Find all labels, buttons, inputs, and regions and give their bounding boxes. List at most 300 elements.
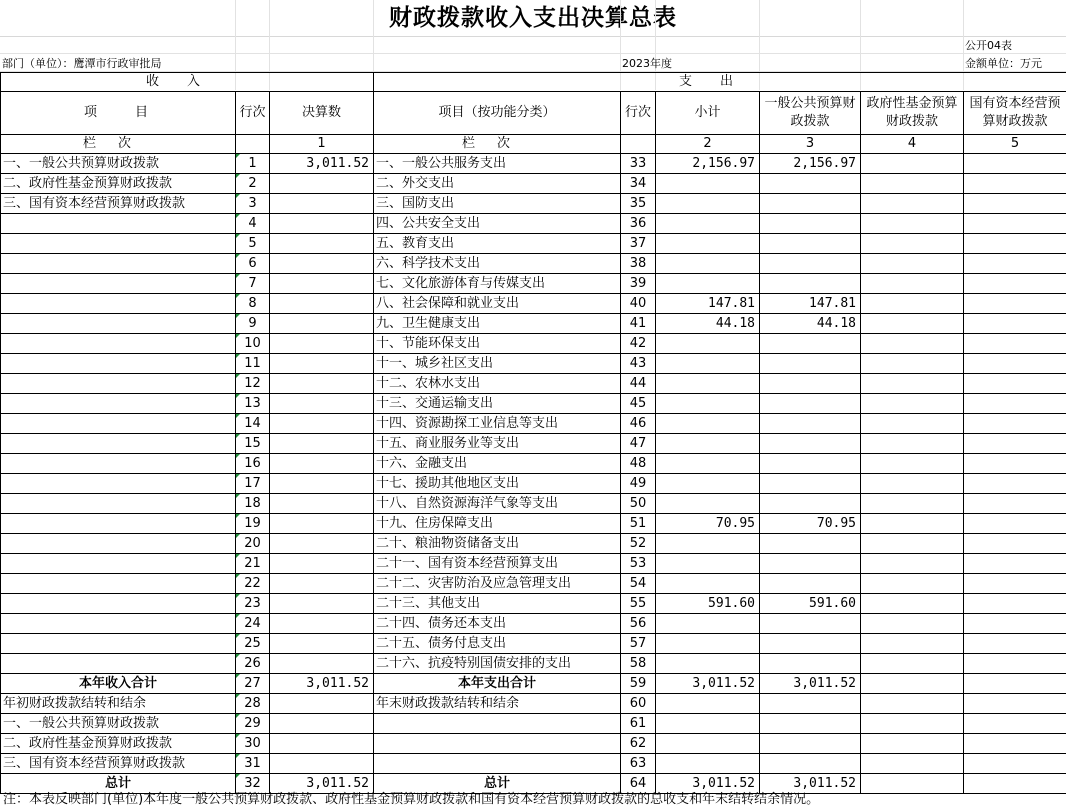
expense-item-cell: 二十五、债务付息支出 [374, 634, 621, 654]
income-amount-cell [270, 394, 374, 414]
income-row-number: 11 [236, 354, 270, 374]
general-budget-cell [760, 394, 861, 414]
general-budget-cell [760, 454, 861, 474]
expense-row-number: 55 [621, 594, 656, 614]
expense-row-number: 50 [621, 494, 656, 514]
expense-item-cell [374, 754, 621, 774]
fund-budget-cell [861, 414, 964, 434]
column-header-row [1, 92, 1066, 135]
income-row-number: 3 [236, 194, 270, 214]
income-item-cell [1, 254, 236, 274]
table-row [1, 294, 1066, 314]
general-budget-cell: 147.81 [760, 294, 861, 314]
expense-item-cell: 四、公共安全支出 [374, 214, 621, 234]
fund-budget-cell [861, 514, 964, 534]
expense-row-number: 45 [621, 394, 656, 414]
expense-row-number: 35 [621, 194, 656, 214]
table-row [1, 554, 1066, 574]
income-amount-cell [270, 694, 374, 714]
table-row [1, 754, 1066, 774]
index-5: 5 [964, 135, 1066, 154]
general-budget-cell [760, 574, 861, 594]
state-capital-cell [964, 774, 1066, 794]
income-item-cell [1, 434, 236, 454]
income-item-cell [1, 454, 236, 474]
expense-item-cell: 九、卫生健康支出 [374, 314, 621, 334]
general-budget-cell [760, 694, 861, 714]
table-row [1, 174, 1066, 194]
income-item-cell [1, 414, 236, 434]
expense-row-number: 53 [621, 554, 656, 574]
subtotal-cell: 70.95 [656, 514, 760, 534]
table-row [1, 394, 1066, 414]
fund-budget-cell [861, 354, 964, 374]
fund-budget-cell [861, 374, 964, 394]
table-row [1, 514, 1066, 534]
income-row-number: 9 [236, 314, 270, 334]
income-row-number: 19 [236, 514, 270, 534]
income-row-number: 6 [236, 254, 270, 274]
index-row [1, 135, 1066, 154]
state-capital-cell [964, 294, 1066, 314]
table-row [1, 354, 1066, 374]
income-row-number: 26 [236, 654, 270, 674]
income-item-cell [1, 394, 236, 414]
expense-item-cell: 十二、农林水支出 [374, 374, 621, 394]
income-row-number: 32 [236, 774, 270, 794]
subtotal-cell [656, 434, 760, 454]
general-budget-cell [760, 354, 861, 374]
income-row-number: 12 [236, 374, 270, 394]
income-row-number: 7 [236, 274, 270, 294]
expense-row-number: 58 [621, 654, 656, 674]
expense-row-number: 57 [621, 634, 656, 654]
table-row [1, 574, 1066, 594]
income-item-cell: 二、政府性基金预算财政拨款 [1, 174, 236, 194]
table-row [1, 434, 1066, 454]
expense-row-number: 33 [621, 154, 656, 174]
income-amount-cell [270, 414, 374, 434]
income-amount-cell [270, 314, 374, 334]
income-item-cell [1, 314, 236, 334]
general-budget-cell [760, 334, 861, 354]
subtotal-cell [656, 454, 760, 474]
fund-budget-cell [861, 534, 964, 554]
expense-row-number: 43 [621, 354, 656, 374]
income-item-cell [1, 334, 236, 354]
expense-row-number: 51 [621, 514, 656, 534]
income-amount-cell [270, 594, 374, 614]
income-amount-cell [270, 454, 374, 474]
fund-budget-cell [861, 654, 964, 674]
table-row [1, 274, 1066, 294]
state-capital-cell [964, 594, 1066, 614]
subtotal-cell [656, 474, 760, 494]
income-row-number: 24 [236, 614, 270, 634]
income-item-cell [1, 574, 236, 594]
expense-item-cell: 七、文化旅游体育与传媒支出 [374, 274, 621, 294]
general-budget-cell [760, 254, 861, 274]
table-row [1, 494, 1066, 514]
title-row [0, 0, 1066, 37]
subtotal-cell [656, 694, 760, 714]
expense-item-cell [374, 714, 621, 734]
subtotal-cell [656, 254, 760, 274]
income-item-cell [1, 294, 236, 314]
expense-row-number: 63 [621, 754, 656, 774]
expense-item-cell [374, 734, 621, 754]
expense-item-cell: 十三、交通运输支出 [374, 394, 621, 414]
subtotal-cell [656, 754, 760, 774]
general-budget-cell [760, 234, 861, 254]
expense-item-cell: 十八、自然资源海洋气象等支出 [374, 494, 621, 514]
state-capital-cell [964, 614, 1066, 634]
general-budget-cell [760, 734, 861, 754]
expense-row-number: 61 [621, 714, 656, 734]
income-item-cell [1, 274, 236, 294]
footnote: 注：本表反映部门(单位)本年度一般公共预算财政拨款、政府性基金预算财政拨款和国有资本经营预算财政拨款的总收支和年末结转结余情况。 [3, 792, 820, 807]
state-capital-cell [964, 734, 1066, 754]
subtotal-cell: 147.81 [656, 294, 760, 314]
general-budget-cell [760, 434, 861, 454]
col-row-header: 行次 [236, 92, 270, 135]
expense-item-cell: 二十二、灾害防治及应急管理支出 [374, 574, 621, 594]
expense-item-cell: 二、外交支出 [374, 174, 621, 194]
fund-budget-cell [861, 194, 964, 214]
col-fund-header: 政府性基金预算财政拨款 [861, 92, 964, 135]
income-amount-cell [270, 174, 374, 194]
income-item-cell: 一、一般公共预算财政拨款 [1, 714, 236, 734]
fund-budget-cell [861, 634, 964, 654]
expense-item-cell: 五、教育支出 [374, 234, 621, 254]
expense-item-cell: 六、科学技术支出 [374, 254, 621, 274]
expense-row-number: 54 [621, 574, 656, 594]
fund-budget-cell [861, 234, 964, 254]
income-amount-cell [270, 574, 374, 594]
income-row-number: 21 [236, 554, 270, 574]
table-row [1, 694, 1066, 714]
index-1: 1 [270, 135, 374, 154]
fund-budget-cell [861, 754, 964, 774]
income-row-number: 30 [236, 734, 270, 754]
table-row [1, 454, 1066, 474]
income-item-cell [1, 634, 236, 654]
expense-item-cell: 八、社会保障和就业支出 [374, 294, 621, 314]
expense-item-cell: 二十、粮油物资储备支出 [374, 534, 621, 554]
table-row [1, 414, 1066, 434]
fund-budget-cell [861, 594, 964, 614]
subtotal-cell: 3,011.52 [656, 774, 760, 794]
general-budget-cell [760, 414, 861, 434]
general-budget-cell: 3,011.52 [760, 674, 861, 694]
fund-budget-cell [861, 694, 964, 714]
income-item-cell: 年初财政拨款结转和结余 [1, 694, 236, 714]
section-header-row [1, 73, 1066, 92]
income-amount-cell [270, 234, 374, 254]
index-2: 2 [656, 135, 760, 154]
general-budget-cell: 44.18 [760, 314, 861, 334]
table-row [1, 634, 1066, 654]
income-item-cell: 二、政府性基金预算财政拨款 [1, 734, 236, 754]
income-row-number: 20 [236, 534, 270, 554]
expense-row-number: 44 [621, 374, 656, 394]
subtotal-cell [656, 614, 760, 634]
fund-budget-cell [861, 254, 964, 274]
state-capital-cell [964, 714, 1066, 734]
income-amount-cell [270, 194, 374, 214]
income-row-number: 23 [236, 594, 270, 614]
expense-row-number: 48 [621, 454, 656, 474]
income-row-number: 10 [236, 334, 270, 354]
form-number: 公开04表 [965, 39, 1012, 52]
table-row [1, 674, 1066, 694]
income-amount-cell [270, 514, 374, 534]
subtotal-cell: 2,156.97 [656, 154, 760, 174]
state-capital-cell [964, 574, 1066, 594]
state-capital-cell [964, 634, 1066, 654]
fund-budget-cell [861, 314, 964, 334]
fund-budget-cell [861, 174, 964, 194]
general-budget-cell [760, 194, 861, 214]
income-amount-cell: 3,011.52 [270, 154, 374, 174]
income-item-cell: 三、国有资本经营预算财政拨款 [1, 194, 236, 214]
expense-row-number: 62 [621, 734, 656, 754]
general-budget-cell [760, 274, 861, 294]
expense-item-cell: 十六、金融支出 [374, 454, 621, 474]
income-item-cell: 总计 [1, 774, 236, 794]
subtotal-cell [656, 414, 760, 434]
index-4: 4 [861, 135, 964, 154]
state-capital-cell [964, 394, 1066, 414]
expense-item-cell: 十一、城乡社区支出 [374, 354, 621, 374]
expense-item-cell: 二十一、国有资本经营预算支出 [374, 554, 621, 574]
income-amount-cell [270, 534, 374, 554]
expense-row-number: 36 [621, 214, 656, 234]
table-row [1, 334, 1066, 354]
index-label: 栏次 [1, 135, 236, 154]
state-capital-cell [964, 274, 1066, 294]
income-row-number: 4 [236, 214, 270, 234]
col-general-header: 一般公共预算财政拨款 [760, 92, 861, 135]
general-budget-cell: 70.95 [760, 514, 861, 534]
index-blank [236, 135, 270, 154]
subtotal-cell [656, 574, 760, 594]
amount-unit: 金额单位：万元 [965, 57, 1042, 70]
state-capital-cell [964, 154, 1066, 174]
expense-item-cell: 二十三、其他支出 [374, 594, 621, 614]
fund-budget-cell [861, 494, 964, 514]
fund-budget-cell [861, 274, 964, 294]
fund-budget-cell [861, 474, 964, 494]
expense-item-cell: 十九、住房保障支出 [374, 514, 621, 534]
expense-item-cell: 十五、商业服务业等支出 [374, 434, 621, 454]
general-budget-cell [760, 634, 861, 654]
income-amount-cell [270, 254, 374, 274]
fund-budget-cell [861, 394, 964, 414]
col-amount-header: 决算数 [270, 92, 374, 135]
expense-item-cell: 十四、资源勘探工业信息等支出 [374, 414, 621, 434]
fund-budget-cell [861, 454, 964, 474]
income-amount-cell [270, 374, 374, 394]
income-item-cell [1, 554, 236, 574]
income-item-cell [1, 374, 236, 394]
income-row-number: 17 [236, 474, 270, 494]
income-row-number: 22 [236, 574, 270, 594]
table-row [1, 614, 1066, 634]
subtotal-cell [656, 394, 760, 414]
fund-budget-cell [861, 554, 964, 574]
table-row [1, 214, 1066, 234]
expense-row-number: 46 [621, 414, 656, 434]
subtotal-cell [656, 194, 760, 214]
col-state-header: 国有资本经营预算财政拨款 [964, 92, 1066, 135]
subtotal-cell [656, 234, 760, 254]
income-row-number: 16 [236, 454, 270, 474]
expense-item-cell: 二十六、抗疫特别国债安排的支出 [374, 654, 621, 674]
income-amount-cell [270, 334, 374, 354]
expense-item-cell: 总计 [374, 774, 621, 794]
subtotal-cell [656, 374, 760, 394]
state-capital-cell [964, 374, 1066, 394]
table-row [1, 594, 1066, 614]
expense-row-number: 41 [621, 314, 656, 334]
income-item-cell: 本年收入合计 [1, 674, 236, 694]
state-capital-cell [964, 194, 1066, 214]
income-row-number: 27 [236, 674, 270, 694]
general-budget-cell [760, 754, 861, 774]
income-amount-cell [270, 754, 374, 774]
income-amount-cell [270, 274, 374, 294]
general-budget-cell [760, 654, 861, 674]
state-capital-cell [964, 414, 1066, 434]
income-item-cell [1, 214, 236, 234]
general-budget-cell [760, 474, 861, 494]
expense-item-cell: 一、一般公共服务支出 [374, 154, 621, 174]
index-blank-2 [621, 135, 656, 154]
table-row [1, 714, 1066, 734]
fund-budget-cell [861, 714, 964, 734]
col-row2-header: 行次 [621, 92, 656, 135]
income-row-number: 14 [236, 414, 270, 434]
subtotal-cell [656, 554, 760, 574]
income-amount-cell [270, 294, 374, 314]
general-budget-cell [760, 534, 861, 554]
general-budget-cell [760, 554, 861, 574]
income-row-number: 8 [236, 294, 270, 314]
expense-item-cell: 三、国防支出 [374, 194, 621, 214]
expense-item-cell: 年末财政拨款结转和结余 [374, 694, 621, 714]
department-label: 部门（单位）：鹰潭市行政审批局 [2, 57, 162, 70]
expense-row-number: 64 [621, 774, 656, 794]
expense-row-number: 47 [621, 434, 656, 454]
subtotal-cell [656, 714, 760, 734]
state-capital-cell [964, 554, 1066, 574]
income-item-cell [1, 354, 236, 374]
state-capital-cell [964, 754, 1066, 774]
income-amount-cell: 3,011.52 [270, 774, 374, 794]
fund-budget-cell [861, 674, 964, 694]
table-row [1, 654, 1066, 674]
general-budget-cell [760, 214, 861, 234]
expense-row-number: 39 [621, 274, 656, 294]
subtotal-cell: 3,011.52 [656, 674, 760, 694]
expense-row-number: 34 [621, 174, 656, 194]
final-accounts-table [0, 72, 1066, 794]
general-budget-cell [760, 714, 861, 734]
subtotal-cell [656, 174, 760, 194]
fund-budget-cell [861, 574, 964, 594]
income-amount-cell [270, 474, 374, 494]
table-row [1, 194, 1066, 214]
fund-budget-cell [861, 774, 964, 794]
income-item-cell [1, 234, 236, 254]
table-row [1, 374, 1066, 394]
general-budget-cell: 3,011.52 [760, 774, 861, 794]
income-item-cell [1, 534, 236, 554]
subtotal-cell [656, 334, 760, 354]
table-row [1, 534, 1066, 554]
state-capital-cell [964, 454, 1066, 474]
subtotal-cell: 44.18 [656, 314, 760, 334]
income-row-number: 2 [236, 174, 270, 194]
state-capital-cell [964, 534, 1066, 554]
expense-item-cell: 十七、援助其他地区支出 [374, 474, 621, 494]
subtotal-cell: 591.60 [656, 594, 760, 614]
income-amount-cell [270, 714, 374, 734]
income-item-cell [1, 614, 236, 634]
state-capital-cell [964, 174, 1066, 194]
income-row-number: 31 [236, 754, 270, 774]
expense-row-number: 40 [621, 294, 656, 314]
table-row [1, 234, 1066, 254]
income-amount-cell [270, 554, 374, 574]
expense-item-cell: 二十四、债务还本支出 [374, 614, 621, 634]
table-row [1, 734, 1066, 754]
state-capital-cell [964, 214, 1066, 234]
fiscal-year: 2023年度 [622, 57, 672, 70]
income-row-number: 28 [236, 694, 270, 714]
general-budget-cell: 2,156.97 [760, 154, 861, 174]
income-section-header: 收入 [1, 73, 374, 92]
expense-item-cell: 本年支出合计 [374, 674, 621, 694]
expense-row-number: 56 [621, 614, 656, 634]
general-budget-cell: 591.60 [760, 594, 861, 614]
income-amount-cell [270, 354, 374, 374]
income-amount-cell [270, 614, 374, 634]
col-item-header: 项 目 [1, 92, 236, 135]
table-row [1, 474, 1066, 494]
income-row-number: 25 [236, 634, 270, 654]
income-row-number: 13 [236, 394, 270, 414]
index-label-2: 栏次 [374, 135, 621, 154]
fund-budget-cell [861, 734, 964, 754]
state-capital-cell [964, 354, 1066, 374]
general-budget-cell [760, 174, 861, 194]
income-item-cell: 一、一般公共预算财政拨款 [1, 154, 236, 174]
expense-section-header: 支出 [374, 73, 1066, 92]
income-item-cell [1, 654, 236, 674]
state-capital-cell [964, 674, 1066, 694]
index-3: 3 [760, 135, 861, 154]
income-item-cell [1, 474, 236, 494]
expense-row-number: 60 [621, 694, 656, 714]
subtotal-cell [656, 654, 760, 674]
fund-budget-cell [861, 294, 964, 314]
income-amount-cell [270, 434, 374, 454]
general-budget-cell [760, 614, 861, 634]
expense-row-number: 37 [621, 234, 656, 254]
general-budget-cell [760, 494, 861, 514]
